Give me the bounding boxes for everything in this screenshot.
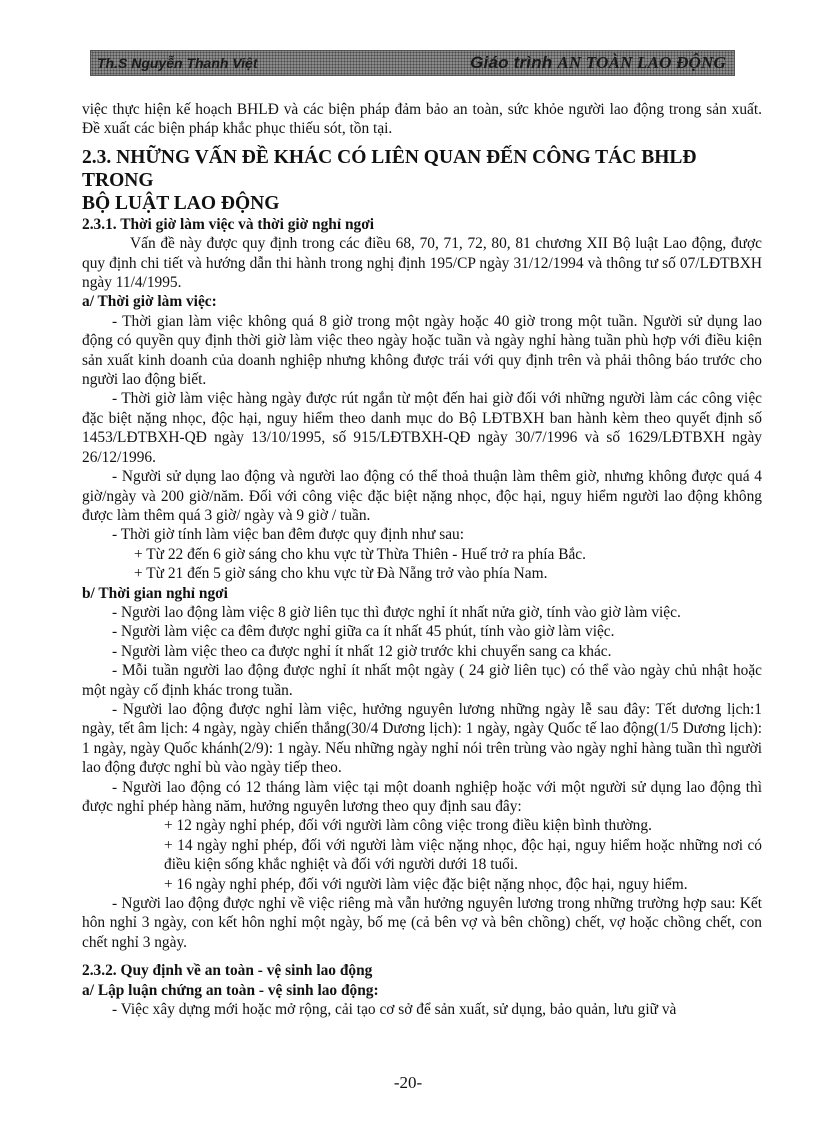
subsection-b-heading: b/ Thời gian nghỉ ngơi: [82, 584, 228, 602]
paragraph-b4: - Mỗi tuần người lao động được nghỉ ít nhất một ngày ( 24 giờ liên tục) có thể vào ngày chủ nhật hoặc một ngày cố định khác trong tuần.: [82, 662, 762, 699]
paragraph-a4: - Thời giờ tính làm việc ban đêm được quy định như sau:: [112, 526, 464, 544]
paragraph-a2: - Thời giờ làm việc hàng ngày được rút ngắn từ một đến hai giờ đối với những người làm các công việc đặc biệt nặng nhọc, độc hại, nguy hiểm theo danh mục do Bộ LĐTBXH ban hành kèm theo quyết định số 1453/LĐTBXH-QĐ ngày 13/10/1995, số 915/LĐTBXH-QĐ ngày 30/7/1996 và số 1629/LĐTBXH ngày 26/12/1996.: [82, 390, 762, 466]
paragraph-b6: - Người lao động có 12 tháng làm việc tại một doanh nghiệp hoặc với một người sử dụng lao động thì được nghỉ phép hàng năm, hưởng nguyên lương theo quy định sau đây:: [82, 778, 762, 815]
paragraph-a3: - Người sử dụng lao động và người lao động có thể thoả thuận làm thêm giờ, nhưng không được quá 4 giờ/ngày và 200 giờ/năm. Đối với công việc đặc biệt nặng nhọc, độc hại, nguy hiểm người lao động không được làm thêm quá 3 giờ/ ngày và 9 giờ / tuần.: [82, 468, 762, 524]
paragraph-c1: - Việc xây dựng mới hoặc mở rộng, cải tạo cơ sở để sản xuất, sử dụng, bảo quản, lưu giữ và: [112, 1001, 677, 1019]
paragraph-p1: Vấn đề này được quy định trong các điều 68, 70, 71, 72, 80, 81 chương XII Bộ luật Lao động, được quy định chi tiết và hướng dẫn thi hành trong nghị định 195/CP ngày 31/12/1994 và thông tư số 07/LĐTBXH ngày 11/4/1995.: [82, 235, 762, 292]
section-2-3-heading-line1: 2.3. NHỮNG VẤN ĐỀ KHÁC CÓ LIÊN QUAN ĐẾN CÔNG TÁC BHLĐ TRONG: [82, 146, 697, 191]
subsection-a2-heading: a/ Lập luận chứng an toàn - vệ sinh lao động:: [82, 981, 379, 999]
subsection-a-heading: a/ Thời giờ làm việc:: [82, 293, 217, 311]
paragraph-b2: - Người làm việc ca đêm được nghỉ giữa ca ít nhất 45 phút, tính vào giờ làm việc.: [112, 623, 615, 641]
section-2-3-2-heading: 2.3.2. Quy định về an toàn - vệ sinh lao động: [82, 962, 373, 980]
header-course-prefix: Giáo trình: [470, 53, 553, 72]
paragraph-b1: - Người lao động làm việc 8 giờ liên tục thì được nghỉ ít nhất nửa giờ, tính vào giờ làm việc.: [112, 603, 681, 621]
paragraph-b3: - Người làm việc theo ca được nghỉ ít nhất 12 giờ trước khi chuyển sang ca khác.: [112, 642, 612, 660]
page-header: [90, 50, 735, 76]
header-author: Th.S Nguyễn Thanh Việt: [97, 55, 258, 71]
section-2-3-1-heading: 2.3.1. Thời giờ làm việc và thời giờ nghỉ ngơi: [82, 215, 375, 233]
paragraph-a1: - Thời gian làm việc không quá 8 giờ trong một ngày hoặc 40 giờ trong một tuần. Người sử dụng lao động có quyền quy định thời giờ làm việc theo ngày hoặc tuần và ngày nghỉ hàng tuần phù hợp với điều kiện sản xuất kinh doanh của doanh nghiệp nhưng không được trái với quy định trên và phải thông báo trước cho người lao động biết.: [82, 312, 762, 389]
header-course: [470, 53, 726, 73]
page-number: -20-: [393, 1073, 423, 1092]
list-item-a4-1: + Từ 22 đến 6 giờ sáng cho khu vực từ Thừa Thiên - Huế trở ra phía Bắc.: [134, 545, 586, 563]
list-item-b6-2: + 14 ngày nghỉ phép, đối với người làm việc nặng nhọc, độc hại, nguy hiểm hoặc những nơi có điều kiện sống khắc nghiệt và đối với người dưới 18 tuổi.: [164, 836, 762, 874]
section-2-3-heading-line2: BỘ LUẬT LAO ĐỘNG: [82, 192, 280, 214]
intro-paragraph: việc thực hiện kế hoạch BHLĐ và các biện pháp đảm bảo an toàn, sức khỏe người lao động trong sản xuất. Đề xuất các biện pháp khắc phục thiếu sót, tồn tại.: [82, 101, 762, 138]
paragraph-b7: - Người lao động được nghỉ về việc riêng mà vẫn hưởng nguyên lương trong những trường hợp sau: Kết hôn nghỉ 3 ngày, con kết hôn nghỉ một ngày, bố mẹ (cả bên vợ và bên chồng) chết, vợ hoặc chồng chết, con chết nghỉ 3 ngày.: [82, 895, 762, 951]
list-item-a4-2: + Từ 21 đến 5 giờ sáng cho khu vực từ Đà Nẵng trở vào phía Nam.: [134, 565, 548, 583]
list-item-b6-3: + 16 ngày nghỉ phép, đối với người làm việc đặc biệt nặng nhọc, độc hại, nguy hiểm.: [164, 875, 688, 893]
list-item-b6-1: + 12 ngày nghỉ phép, đối với người làm công việc trong điều kiện bình thường.: [164, 817, 652, 835]
section-2-3-heading: [82, 146, 762, 215]
header-course-title: AN TOÀN LAO ĐỘNG: [557, 53, 726, 72]
paragraph-b5: - Người lao động được nghỉ làm việc, hưởng nguyên lương những ngày lễ sau đây: Tết dương lịch:1 ngày, tết âm lịch: 4 ngày, ngày chiến thắng(30/4 Dương lịch): 1 ngày, ngày Quốc tế lao động(1/5 Dương lịch): 1 ngày, ngày Quốc khánh(2/9): 1 ngày. Nếu những ngày nghỉ nói trên trùng vào ngày nghỉ hàng tuần thì người lao động được nghỉ bù vào ngày tiếp theo.: [82, 700, 762, 777]
page-body: [82, 100, 762, 1019]
